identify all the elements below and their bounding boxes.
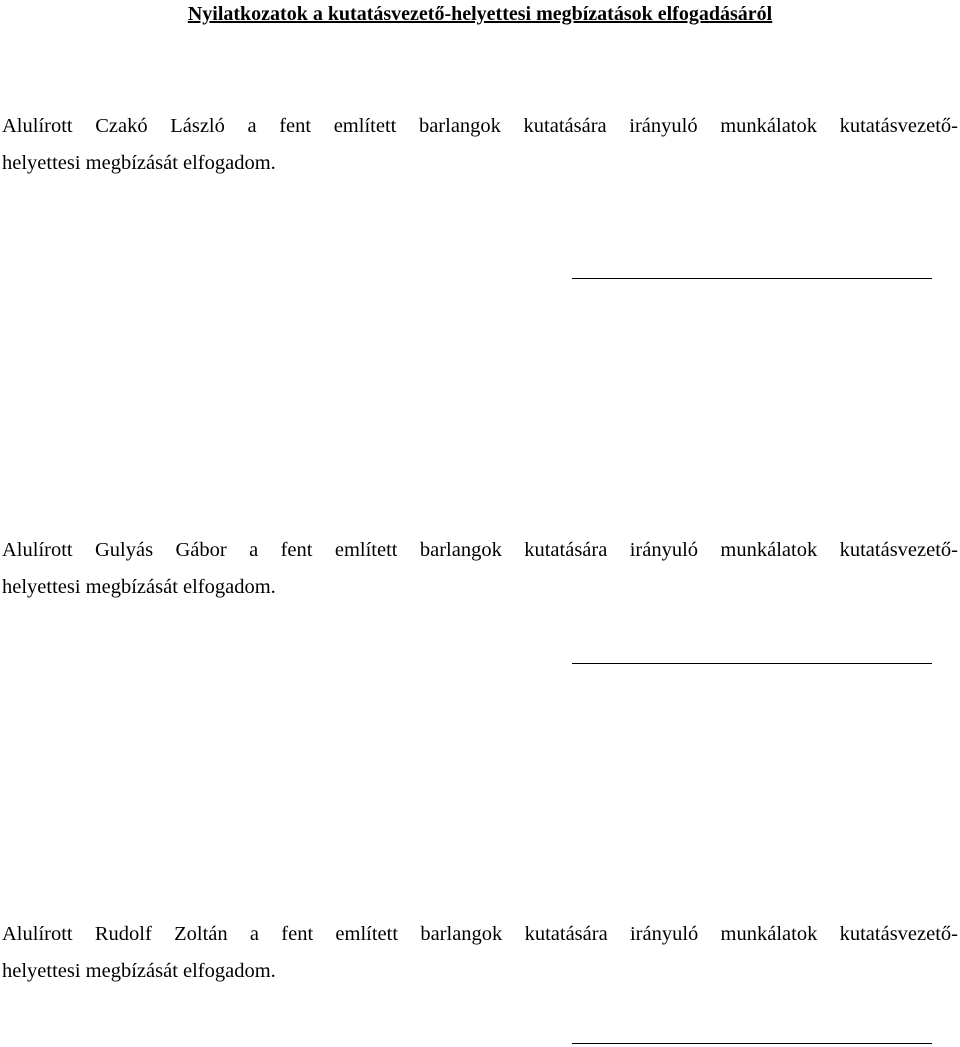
statement-line: Alulírott Czakó László a fent említett barlangok kutatására irányuló munkálatok kutatásvezető- <box>2 115 958 137</box>
document-title: Nyilatkozatok a kutatásvezető-helyettesi megbízatások elfogadásáról <box>187 3 773 25</box>
statement-rudolf <box>2 916 958 990</box>
statement-line: helyettesi megbízását elfogadom. <box>2 960 276 982</box>
signature-line <box>572 278 932 279</box>
statement-line: Alulírott Gulyás Gábor a fent említett barlangok kutatására irányuló munkálatok kutatásvezető- <box>2 539 958 561</box>
statement-czako <box>2 108 958 182</box>
statement-line: helyettesi megbízását elfogadom. <box>2 576 276 598</box>
statement-gulyas <box>2 532 958 606</box>
statement-line: helyettesi megbízását elfogadom. <box>2 152 276 174</box>
signature-line <box>572 663 932 664</box>
statement-line: Alulírott Rudolf Zoltán a fent említett barlangok kutatására irányuló munkálatok kutatásvezető- <box>2 923 958 945</box>
signature-line <box>572 1043 932 1044</box>
